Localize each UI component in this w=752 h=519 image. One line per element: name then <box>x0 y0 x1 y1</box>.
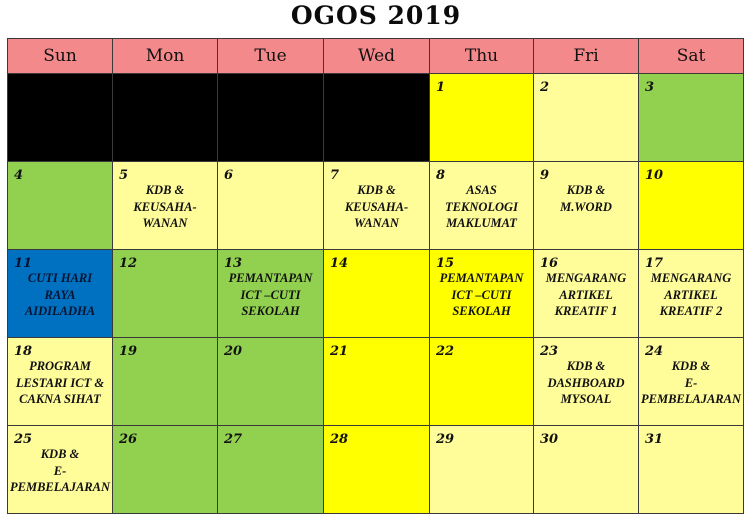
day-number: 10 <box>645 168 664 183</box>
day-number: 24 <box>645 344 664 359</box>
empty-day-cell <box>324 74 430 162</box>
day-cell <box>113 162 218 250</box>
day-cell <box>324 338 430 426</box>
day-cell <box>534 250 639 338</box>
day-number: 17 <box>645 256 664 271</box>
day-cell <box>534 426 639 514</box>
week-row <box>8 162 744 250</box>
day-cell <box>430 74 534 162</box>
day-number: 22 <box>436 344 455 359</box>
day-number: 11 <box>14 256 33 271</box>
day-cell <box>639 74 744 162</box>
day-number: 28 <box>330 432 349 447</box>
day-number: 21 <box>330 344 349 359</box>
weekday-fri: Fri <box>534 39 639 74</box>
weekday-sat: Sat <box>639 39 744 74</box>
event-text: KDB & M.WORD <box>560 183 612 214</box>
day-cell <box>430 250 534 338</box>
day-number: 13 <box>224 256 243 271</box>
empty-day-cell <box>218 74 324 162</box>
day-cell <box>218 162 324 250</box>
day-cell <box>8 338 113 426</box>
weekday-header-row <box>8 39 744 74</box>
day-cell <box>218 426 324 514</box>
day-number: 15 <box>436 256 455 271</box>
day-number: 16 <box>540 256 559 271</box>
event-text: PEMANTAPAN ICT –CUTI SEKOLAH <box>439 271 524 318</box>
day-cell <box>430 426 534 514</box>
weekday-thu: Thu <box>430 39 534 74</box>
event-text: KDB & E- PEMBELAJARAN <box>9 447 111 494</box>
day-cell <box>113 426 218 514</box>
calendar-grid <box>7 38 744 514</box>
day-cell <box>430 162 534 250</box>
day-number: 29 <box>436 432 455 447</box>
day-cell <box>8 250 113 338</box>
weekday-sun: Sun <box>8 39 113 74</box>
day-number: 7 <box>330 168 340 183</box>
day-cell <box>639 426 744 514</box>
empty-day-cell <box>8 74 113 162</box>
day-number: 18 <box>14 344 33 359</box>
day-cell <box>534 338 639 426</box>
day-cell <box>430 338 534 426</box>
day-number: 8 <box>436 168 446 183</box>
day-number: 6 <box>224 168 234 183</box>
event-text: ASAS TEKNOLOGI MAKLUMAT <box>445 183 518 230</box>
day-cell <box>8 162 113 250</box>
day-cell <box>534 162 639 250</box>
day-number: 19 <box>119 344 138 359</box>
day-cell <box>639 250 744 338</box>
day-number: 12 <box>119 256 138 271</box>
day-cell <box>639 162 744 250</box>
week-row <box>8 250 744 338</box>
day-cell <box>324 426 430 514</box>
day-number: 1 <box>436 80 446 95</box>
day-number: 14 <box>330 256 349 271</box>
day-number: 25 <box>14 432 33 447</box>
day-number: 3 <box>645 80 655 95</box>
day-cell <box>534 74 639 162</box>
day-number: 30 <box>540 432 559 447</box>
event-text: MENGARANG ARTIKEL KREATIF 1 <box>545 271 627 318</box>
event-text: PROGRAM LESTARI ICT & CAKNA SIHAT <box>15 359 105 406</box>
day-cell <box>639 338 744 426</box>
event-text: MENGARANG ARTIKEL KREATIF 2 <box>650 271 732 318</box>
weekday-wed: Wed <box>324 39 430 74</box>
day-number: 26 <box>119 432 138 447</box>
day-cell <box>113 250 218 338</box>
day-cell <box>324 250 430 338</box>
event-text: PEMANTAPAN ICT –CUTI SEKOLAH <box>228 271 313 318</box>
event-text: KDB & E- PEMBELAJARAN <box>640 359 742 406</box>
day-cell <box>324 162 430 250</box>
day-number: 5 <box>119 168 129 183</box>
day-number: 20 <box>224 344 243 359</box>
weekday-mon: Mon <box>113 39 218 74</box>
day-cell <box>218 250 324 338</box>
week-row <box>8 426 744 514</box>
day-number: 4 <box>14 168 24 183</box>
day-number: 2 <box>540 80 550 95</box>
day-number: 23 <box>540 344 559 359</box>
day-number: 9 <box>540 168 550 183</box>
event-text: KDB & KEUSAHA- WANAN <box>344 183 409 230</box>
day-number: 27 <box>224 432 243 447</box>
week-row <box>8 338 744 426</box>
day-number: 31 <box>645 432 664 447</box>
calendar-title: OGOS 2019 <box>290 1 462 30</box>
event-text: CUTI HARI RAYA AIDILADHA <box>24 271 96 318</box>
day-cell <box>218 338 324 426</box>
weekday-tue: Tue <box>218 39 324 74</box>
day-cell <box>113 338 218 426</box>
day-cell <box>8 426 113 514</box>
week-row <box>8 74 744 162</box>
event-text: KDB & DASHBOARD MYSOAL <box>547 359 625 406</box>
empty-day-cell <box>113 74 218 162</box>
event-text: KDB & KEUSAHA- WANAN <box>133 183 197 230</box>
